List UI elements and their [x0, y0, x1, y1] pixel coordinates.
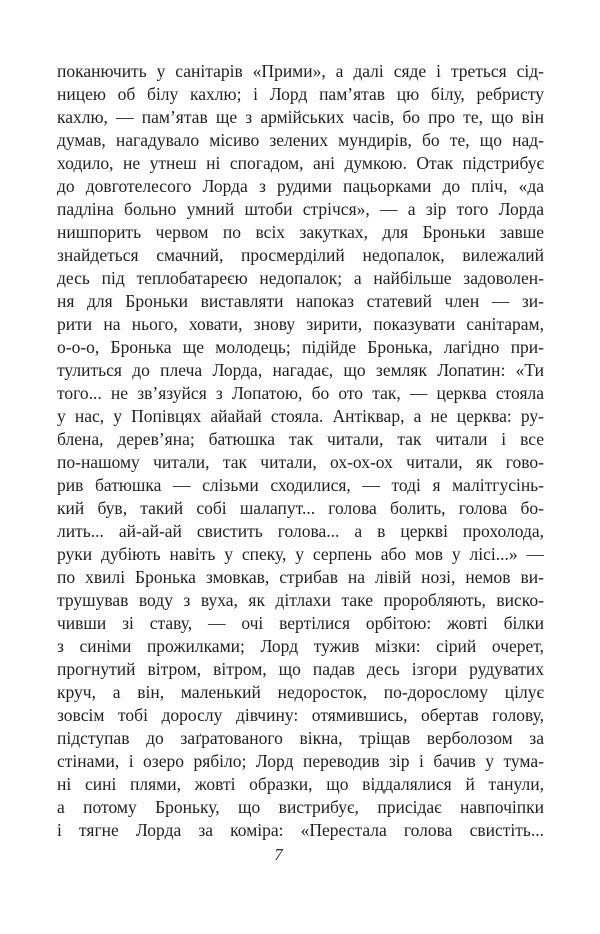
text-line: падліна больно умний штоби стрічся», — а зір того Лорда [57, 199, 544, 219]
text-line: стінами, і озеро рябіло; Лорд переводив зір і бачив у тума- [57, 751, 544, 771]
text-line: а потому Броньку, що вистрибує, присідає навпочіпки [57, 797, 544, 817]
text-line: зовсім тобі дорослу дівчину: отямившись, обертав голову, [57, 705, 544, 725]
text-line: чивши зі ставу, — очі вертілися орбітою: жовті білки [57, 613, 544, 633]
paragraph-text [57, 60, 544, 842]
text-line: у нас, у Попівцях айайай стояла. Антіквар, а не церква: ру- [57, 406, 544, 426]
text-line: круч, а він, маленький недоросток, по-дорослому цілує [57, 682, 544, 702]
text-line: руки дубіють навіть у спеку, у серпень або мов у лісі...» — [57, 544, 544, 564]
text-line: блена, дерев’яна; батюшка так читали, так читали і все [57, 429, 544, 449]
text-line: кий був, такий собі шалапут... голова болить, голова бо- [57, 498, 544, 518]
text-line: знайдеться смачний, просмерділий недопалок, вилежалий [57, 245, 544, 265]
text-line: лить... ай-ай-ай свистить голова... а в церкві прохолода, [57, 521, 544, 541]
text-line: десь під теплобатареєю недопалок; а найбільше задоволен- [57, 268, 544, 288]
text-line: і тягне Лорда за коміра: «Перестала голова свистіть... [57, 820, 544, 840]
text-line: трушував воду з вуха, як дітлахи таке проробляють, виско- [57, 590, 544, 610]
text-line: тулиться до плеча Лорда, нагадає, що земляк Лопатин: «Ти [57, 360, 544, 380]
text-line: рив батюшка — слізьми сходилися, — тоді я малітгусінь- [57, 475, 544, 495]
text-line: підступав до заґратованого вікна, тріщав верболозом за [57, 728, 544, 748]
text-line: кахлю, — пам’ятав ще з армійських часів, бо про те, що він [57, 107, 544, 127]
page-number: 7 [274, 845, 283, 864]
text-line: до довготелесого Лорда з рудими пацьорками до пліч, «да [57, 176, 544, 196]
text-line: по-нашому читали, так читали, ох-ох-ох читали, як гово- [57, 452, 544, 472]
text-line: о-о-о, Бронька ще молодець; підійде Бронька, лагідно при- [57, 337, 544, 357]
text-line: того... не зв’язуйся з Лопатою, бо ото так, — церква стояла [57, 383, 544, 403]
text-line: думав, нагадувало місиво зелених мундирів, бо те, що над- [57, 130, 544, 150]
text-line: поканючить у санітарів «Прими», а далі сяде і треться сід- [57, 61, 544, 81]
text-line: ня для Броньки виставляти напоказ статевий член — зи- [57, 291, 544, 311]
text-line: рити на нього, ховати, знову зирити, показувати санітарам, [57, 314, 544, 334]
text-line: ні сині плями, жовті образки, що віддалялися й танули, [57, 774, 544, 794]
text-line: по хвилі Бронька змовкав, стрибав на лівій нозі, немов ви- [57, 567, 544, 587]
text-line: прогнутий вітром, вітром, що падав десь ізгори рудуватих [57, 659, 544, 679]
text-line: ницею об білу кахлю; і Лорд пам’ятав цю білу, ребристу [57, 84, 544, 104]
text-line: нишпорить червом по всіх закутках, для Броньки завше [57, 222, 544, 242]
text-line: ходило, не утнеш ні спогадом, ані думкою. Отак підстрибує [57, 153, 544, 173]
text-line: з синіми прожилками; Лорд тужив мізки: сірий очерет, [57, 636, 544, 656]
